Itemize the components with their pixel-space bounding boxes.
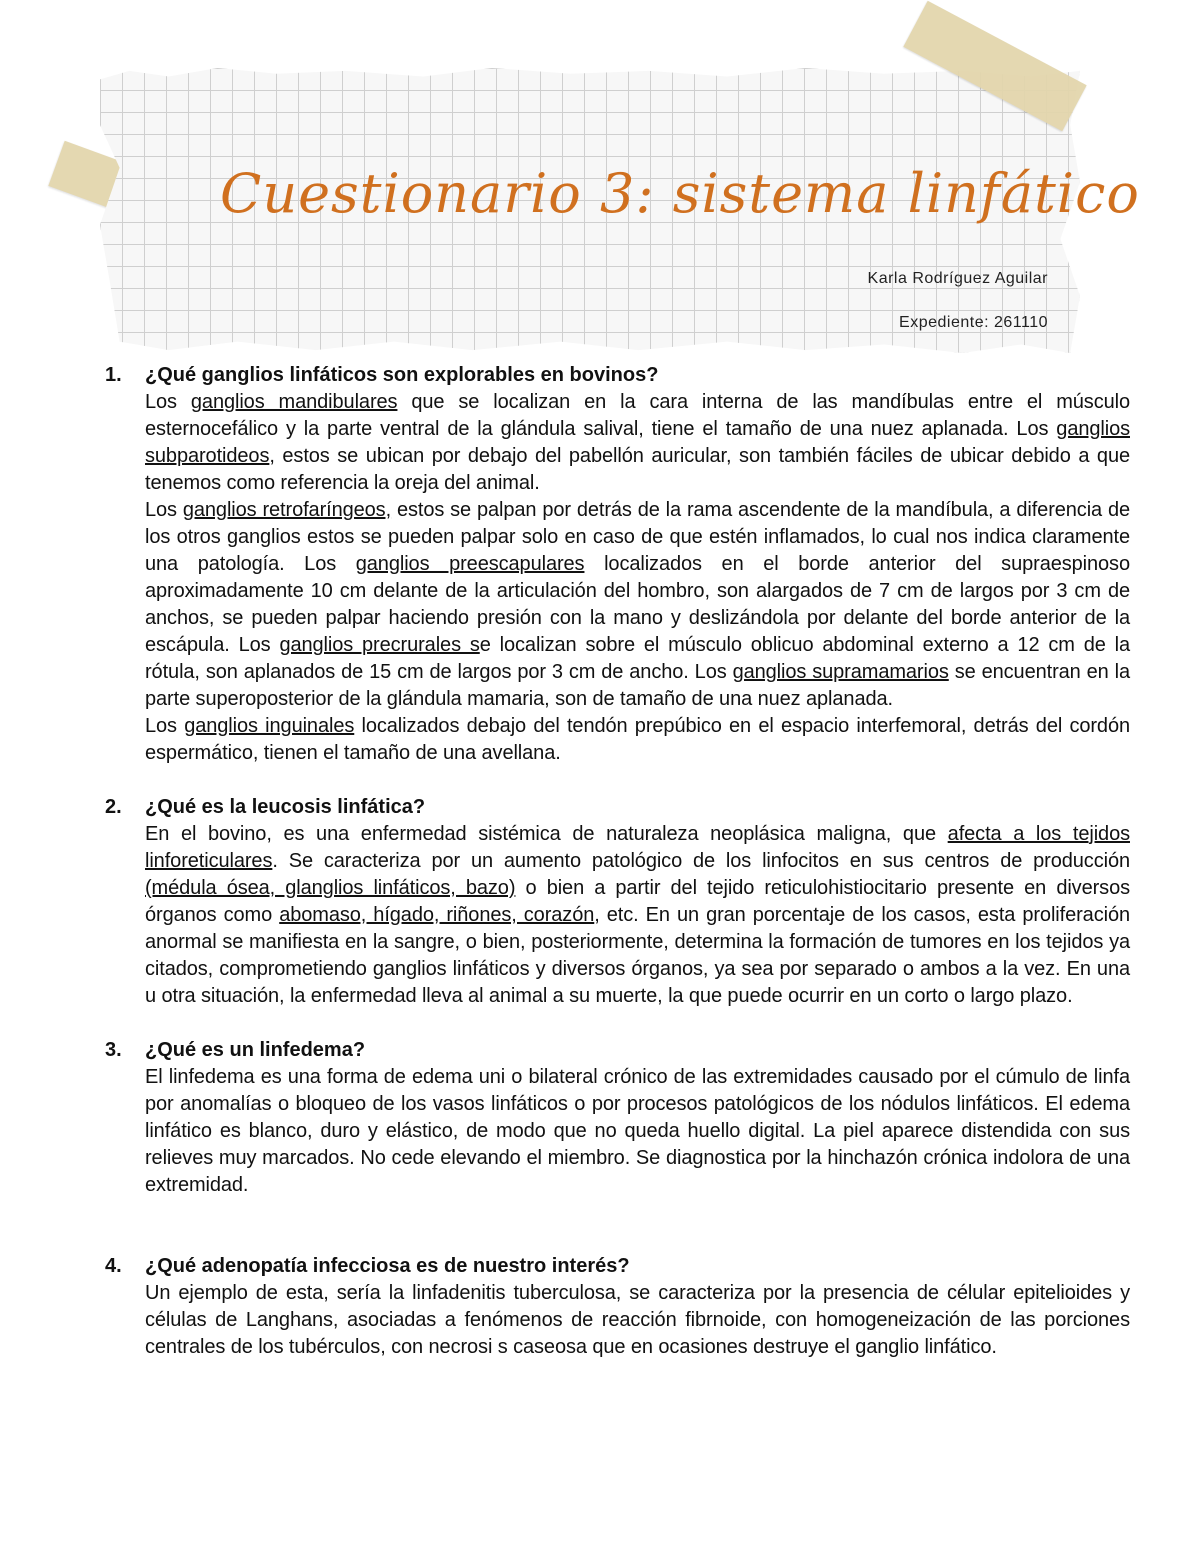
answer-segment: Un ejemplo de esta, sería la linfadenitis tuberculosa, se caracteriza por la presencia de célular epitelioides y células de Langhans, asociadas a fenómenos de reacción fibrnoide, con homogeneización de las porciones centrales de los tubérculos, con necrosi s caseosa que en ocasiones destruye el ganglio linfático. (145, 1282, 1130, 1358)
answer-segment: estos se palpan por detrás de la rama ascendente de la mandíbula, a diferencia de los otros ganglios estos se pueden palpar solo en caso de que estén inflamados, lo cual nos indica claramente una patología. Los (145, 499, 1131, 575)
question-number: 2. (105, 796, 122, 818)
author-name: Karla Rodríguez Aguilar (867, 270, 1048, 287)
answer-segment: o bien a partir del tejido reticulohistiocitario presente en diversos órganos como (145, 877, 1130, 926)
underlined-term: ganglios preescapulares (355, 553, 585, 575)
answer-segment: e localizan sobre el músculo oblicuo abdominal externo a 12 cm de la rótula, son aplanados de 15 cm de largos por 3 cm de ancho. Los (145, 634, 1130, 683)
underlined-term: abomaso, hígado, riñones, corazón (279, 904, 595, 926)
underlined-term: (médula ósea, glanglios linfáticos, bazo) (145, 877, 516, 899)
underlined-term: afecta a los tejidos linforeticulares (145, 823, 1130, 872)
question-list (105, 362, 1130, 1361)
question-number: 1. (105, 364, 122, 386)
question-item-4 (105, 1253, 1130, 1361)
answer-text (145, 821, 1130, 1010)
question-item-3 (105, 1037, 1130, 1199)
answer-segment: que se localizan en la cara interna de las mandíbulas entre el músculo esternocefálico y la parte ventral de la glándula salival, tiene el tamaño de una nuez aplanada. Los (145, 391, 1131, 440)
question-title: ¿Qué ganglios linfáticos son explorables en bovinos? (145, 364, 659, 386)
answer-segment: , etc. En un gran porcentaje de los casos, esta proliferación anormal se manifiesta en la sangre, o bien, posteriormente, determina la formación de tumores en los tejidos ya citados, comprometiendo ganglios linfáticos y diversos órganos, ya sea por separado o ambos a la vez. En una u otra situación, la enfermedad lleva al animal a su muerte, la que puede ocurrir en un corto o largo plazo. (145, 904, 1130, 1007)
header-banner (0, 0, 1200, 370)
answer-segment: El linfedema es una forma de edema uni o bilateral crónico de las extremidades causado por el cúmulo de linfa por anomalías o bloqueo de los vasos linfáticos o por procesos patológicos de los nódulos linfáticos. El edema linfático es blanco, duro y elástico, de modo que no queda huello digital. La piel aparece distendida con sus relieves muy marcados. No cede elevando el miembro. Se diagnostica por la hinchazón crónica indolora de una extremidad. (145, 1066, 1130, 1196)
underlined-term: ganglios mandibulares (190, 391, 398, 413)
answer-segment: Los (145, 499, 183, 521)
answer-segment: , estos se ubican por debajo del pabellón auricular, son también fáciles de ubicar debido a que tenemos como referencia la oreja del animal. (145, 445, 1130, 494)
question-title: ¿Qué es la leucosis linfática? (145, 796, 426, 818)
underlined-term: ganglios retrofaríngeos, (182, 499, 392, 521)
question-number: 3. (105, 1039, 122, 1061)
spacer (105, 767, 1130, 794)
answer-text (145, 389, 1130, 767)
underlined-term: ganglios subparotideos (145, 418, 1130, 467)
answer-segment: localizados debajo del tendón prepúbico en el espacio interfemoral, detrás del cordón espermático, tienen el tamaño de una avellana. (145, 715, 1130, 764)
question-item-2 (105, 794, 1130, 1010)
underlined-term: ganglios supramamarios (732, 661, 949, 683)
answer-segment: Los (145, 715, 185, 737)
spacer (105, 1010, 1130, 1037)
spacer (105, 1199, 1130, 1253)
question-item-1 (105, 362, 1130, 767)
document-title: Cuestionario 3: sistema linfático (220, 162, 1140, 225)
answer-segment: . Se caracteriza por un aumento patológico de los linfocitos en sus centros de producción (272, 850, 1130, 872)
student-id: Expediente: 261110 (899, 314, 1048, 331)
answer-segment: se encuentran en la parte superoposterior de la glándula mamaria, son de tamaño de una nuez aplanada. (145, 661, 1130, 710)
answer-segment: localizados en el borde anterior del supraespinoso aproximadamente 10 cm delante de la articulación del hombro, son alargados de 7 cm de largos por 3 cm de anchos, se pueden palpar haciendo presión con la mano y deslizándola por delante del borde anterior de la escápula. Los (145, 553, 1130, 656)
answer-segment: En el bovino, es una enfermedad sistémica de naturaleza neoplásica maligna, que (145, 823, 948, 845)
question-title: ¿Qué es un linfedema? (145, 1039, 366, 1061)
question-title: ¿Qué adenopatía infecciosa es de nuestro interés? (145, 1255, 630, 1277)
answer-segment: Los (145, 391, 191, 413)
question-number: 4. (105, 1255, 122, 1277)
underlined-term: ganglios precrurales s (279, 634, 480, 656)
answer-text (145, 1280, 1130, 1361)
answer-text (145, 1064, 1130, 1199)
underlined-term: ganglios inguinales (184, 715, 355, 737)
